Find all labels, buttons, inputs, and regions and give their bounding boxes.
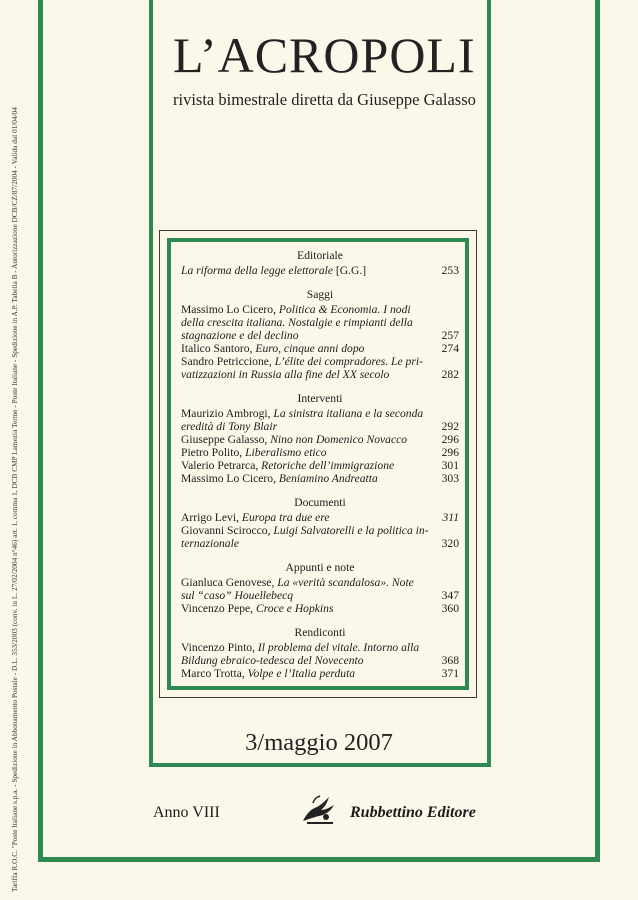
entry-title: Politica & Economia. I nodi della crescita italiana. Nostalgie e rimpianti della stagnazione e del declino [181, 303, 413, 342]
entry-title: Retoriche dell’immigrazione [261, 459, 395, 472]
toc-section [181, 496, 459, 550]
entry-title: Europa tra due ere [241, 511, 330, 524]
toc-entry [181, 472, 459, 485]
publisher-logo-icon [299, 793, 339, 827]
entry-page: 303 [441, 472, 459, 485]
toc-entry [181, 667, 459, 680]
section-title: Documenti [294, 496, 346, 509]
entry-author: Valerio Petrarca, [181, 459, 262, 472]
entry-title: Euro, cinque anni dopo [255, 342, 365, 355]
entry-page: 253 [441, 264, 459, 277]
section-title: Saggi [306, 288, 334, 301]
postal-side-text: Tariffa R.O.C. "Poste Italiane s.p.a. - Spedizione in Abbonamento Postale - D.L. 353/2003 (conv. in L. 27/02/2004 n°46) art. 1, comma 1, DCB CMP Lamezia Terme - Poste Italiane - Spedizione in A.P. Tabella B - Autorizzazione DCB/CZ/87/2004 - Valida dal 01/04/04 [10, 107, 19, 892]
entry-author: Maurizio Ambrogi, [181, 407, 274, 420]
toc-entry [181, 576, 459, 602]
toc-entry [181, 303, 459, 342]
entry-page: 311 [442, 511, 459, 524]
entry-page: 320 [441, 537, 459, 550]
entry-page: 296 [441, 446, 459, 459]
volume-year: Anno VIII [153, 804, 220, 821]
toc-entry [181, 342, 459, 355]
entry-page: 360 [441, 602, 459, 615]
publisher-name: Rubbettino Editore [350, 804, 476, 821]
toc-section [181, 626, 459, 680]
entry-page: 368 [441, 654, 459, 667]
entry-title: La sinistra italiana e la seconda eredità di Tony Blair [181, 407, 424, 433]
table-of-contents [181, 249, 459, 680]
entry-page: 296 [441, 433, 459, 446]
toc-entry [181, 511, 459, 524]
entry-title: Beniamino Andreatta [278, 472, 378, 485]
entry-page: 257 [441, 329, 459, 342]
toc-entry [181, 602, 459, 615]
entry-author: Italico Santoro, [181, 342, 256, 355]
entry-author: Gianluca Genovese, [181, 576, 278, 589]
section-title: Appunti e note [285, 561, 355, 574]
entry-note: [G.G.] [333, 264, 367, 277]
toc-section [181, 249, 459, 277]
toc-section [181, 561, 459, 615]
toc-entry [181, 433, 459, 446]
toc-section [181, 288, 459, 381]
entry-author: Pietro Polito, [181, 446, 246, 459]
entry-title: Croce e Hopkins [255, 602, 334, 615]
entry-title: Luigi Salvatorelli e la politica internazionale [181, 524, 429, 550]
entry-title: Liberalismo etico [245, 446, 327, 459]
entry-title: L’élite dei compradores. Le privatizzazioni in Russia alla fine del XX secolo [181, 355, 423, 381]
entry-author: Giuseppe Galasso, [181, 433, 271, 446]
entry-author: Massimo Lo Cicero, [181, 303, 279, 316]
entry-title: Volpe e l’Italia perduta [247, 667, 356, 680]
entry-author: Arrigo Levi, [181, 511, 242, 524]
toc-entry [181, 264, 459, 277]
toc-entry [181, 641, 459, 667]
entry-page: 301 [441, 459, 459, 472]
entry-title: La riforma della legge elettorale [181, 264, 333, 277]
entry-author: Vincenzo Pepe, [181, 602, 256, 615]
entry-title: Nino non Domenico Novacco [270, 433, 408, 446]
entry-title: La «verità scandalosa». Note sul “caso” Houellebecq [181, 576, 414, 602]
section-title: Rendiconti [294, 626, 346, 639]
toc-entry [181, 355, 459, 381]
masthead-title: L’ACROPOLI [173, 27, 476, 83]
entry-author: Giovanni Scirocco, [181, 524, 274, 537]
toc-entry [181, 407, 459, 433]
toc-entry [181, 446, 459, 459]
entry-page: 274 [441, 342, 459, 355]
entry-author: Sandro Petriccione, [181, 355, 275, 368]
entry-page: 282 [441, 368, 459, 381]
toc-entry [181, 459, 459, 472]
toc-entry [181, 524, 459, 550]
entry-author: Massimo Lo Cicero, [181, 472, 279, 485]
entry-author: Vincenzo Pinto, [181, 641, 258, 654]
entry-author: Marco Trotta, [181, 667, 248, 680]
toc-section [181, 392, 459, 485]
issue-date: 3/maggio 2007 [245, 729, 393, 756]
entry-page: 347 [441, 589, 459, 602]
masthead-subtitle: rivista bimestrale diretta da Giuseppe Galasso [173, 90, 476, 109]
entry-page: 371 [441, 667, 459, 680]
section-title: Editoriale [297, 249, 343, 262]
entry-page: 292 [441, 420, 459, 433]
section-title: Interventi [297, 392, 343, 405]
entry-title: Il problema del vitale. Intorno alla Bildung ebraico-tedesca del Novecento [181, 641, 420, 667]
